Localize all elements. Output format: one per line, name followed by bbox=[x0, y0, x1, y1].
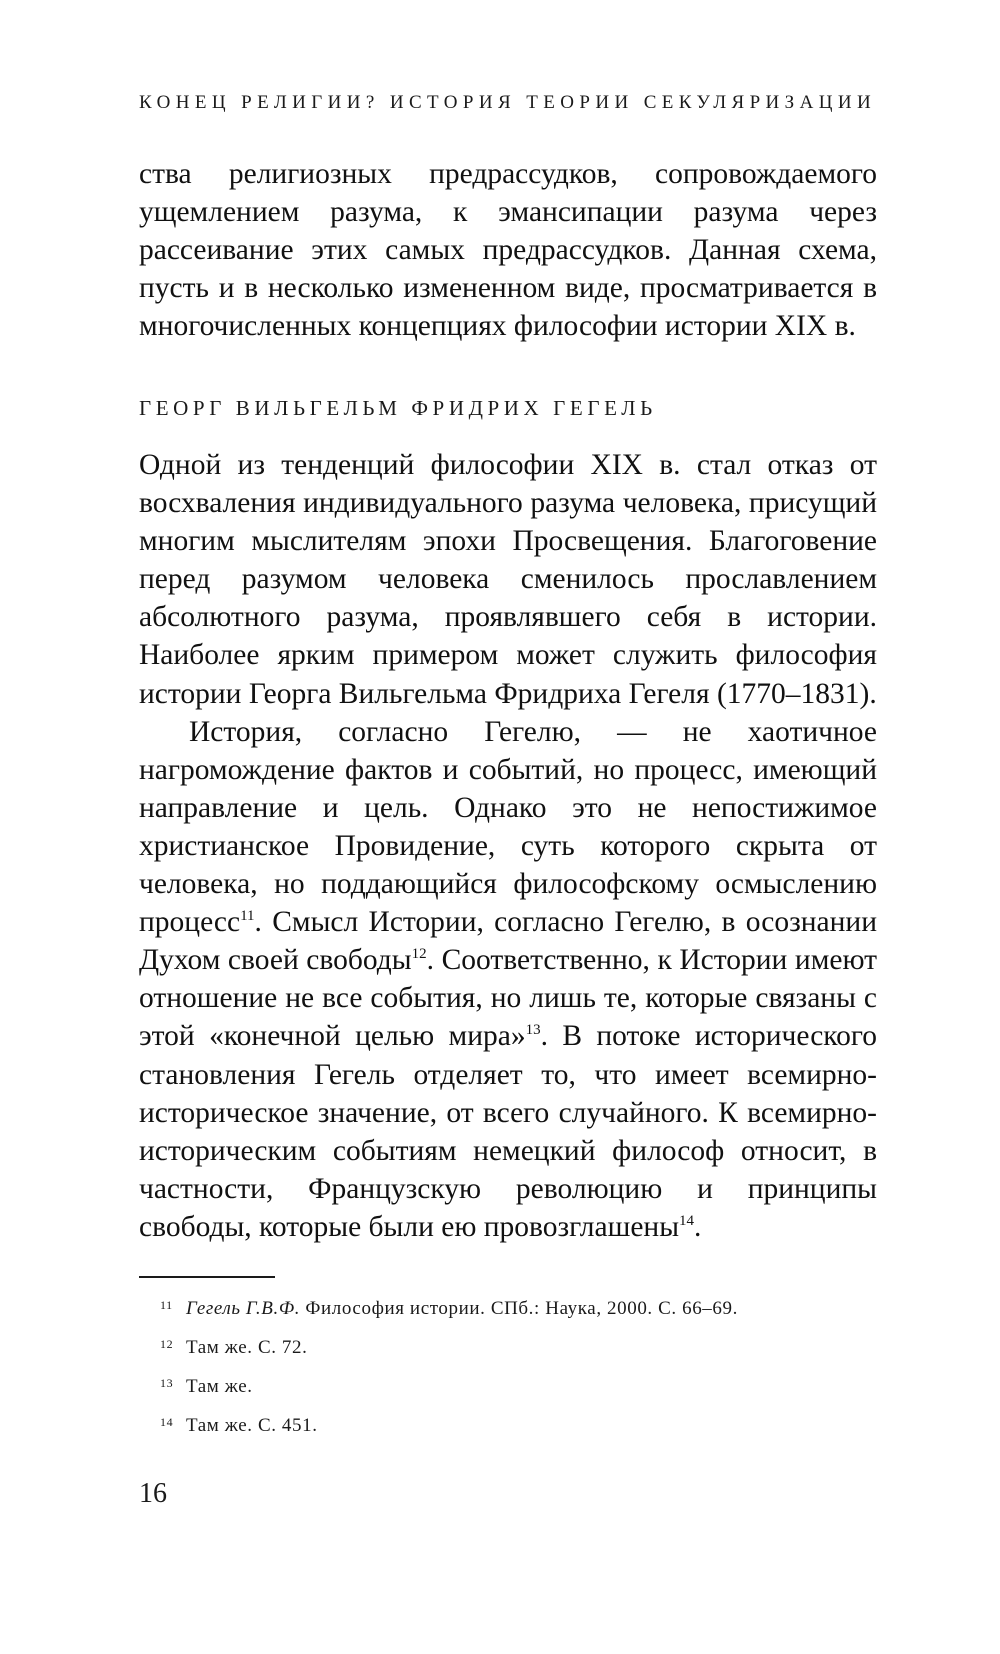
footnote-number: 12 bbox=[160, 1337, 174, 1351]
paragraph-2-part-3: . Соответственно, к Истории имеют отношение не все события, но лишь те, которые связаны с этой «конечной целью мира» bbox=[139, 944, 877, 1053]
footnote-number: 14 bbox=[160, 1415, 174, 1429]
footnote-text: Там же. С. 451. bbox=[186, 1415, 318, 1436]
footnote-number: 13 bbox=[160, 1376, 174, 1390]
footnote-12 bbox=[160, 1337, 880, 1376]
footnote-ref-14: 14 bbox=[679, 1212, 695, 1229]
footnote-ref-12: 12 bbox=[411, 946, 427, 963]
paragraph-2-part-4: . В потоке исторического становления Гегель отделяет то, что имеет всемирно-историческое значение, от всего случайного. К всемирно-историческим событиям немецкий философ относит, в частности, Французскую революцию и принципы свободы, которые были ею провозглашены bbox=[139, 1020, 877, 1243]
paragraph-1: Одной из тенденций философии XIX в. стал отказ от восхваления индивидуального разума человека, присущий многим мыслителям эпохи Просвещения. Благоговение перед разумом человека сменилось прославлением абсолютного разума, проявлявшего себя в истории. Наиболее ярким примером может служить философия истории Георга Вильгельма Фридриха Гегеля (1770–1831). bbox=[139, 449, 877, 710]
footnote-text: Там же. bbox=[186, 1376, 253, 1397]
footnote-author: Гегель Г.В.Ф. bbox=[186, 1298, 301, 1319]
footnote-ref-13: 13 bbox=[525, 1022, 541, 1039]
page-number: 16 bbox=[139, 1478, 167, 1509]
footnote-number: 11 bbox=[160, 1298, 173, 1312]
paragraph-2-part-5: . bbox=[694, 1210, 702, 1243]
section-heading: ГЕОРГ ВИЛЬГЕЛЬМ ФРИДРИХ ГЕГЕЛЬ bbox=[139, 396, 657, 420]
footnote-divider bbox=[139, 1276, 275, 1278]
paragraph-2-part-2: . Смысл Истории, согласно Гегелю, в осознании Духом своей свободы bbox=[139, 906, 877, 977]
footnote-text: Там же. С. 72. bbox=[186, 1337, 308, 1358]
footnote-ref-11: 11 bbox=[240, 908, 255, 925]
footnotes bbox=[160, 1298, 880, 1454]
footnote-13 bbox=[160, 1376, 880, 1415]
paragraph-2-part-1: История, согласно Гегелю, — не хаотичное нагромождение фактов и событий, но процесс, имеющий направление и цель. Однако это не непостижимое христианское Провидение, суть которого скрыта от человека, но поддающийся философскому осмыслению процесс bbox=[139, 715, 877, 939]
paragraph-2 bbox=[139, 713, 877, 1246]
footnote-text: Философия истории. СПб.: Наука, 2000. С. 66–69. bbox=[300, 1298, 738, 1319]
section-text-block bbox=[139, 446, 877, 1246]
intro-text-block bbox=[139, 155, 877, 345]
running-head: КОНЕЦ РЕЛИГИИ? ИСТОРИЯ ТЕОРИИ СЕКУЛЯРИЗАЦИИ bbox=[139, 92, 877, 113]
footnote-14 bbox=[160, 1415, 880, 1454]
intro-paragraph: ства религиозных предрассудков, сопровождаемого ущемлением разума, к эмансипации разума через рассеивание этих самых предрассудков. Данная схема, пусть и в несколько измененном виде, просматривается в многочисленных концепциях философии истории XIX в. bbox=[139, 158, 877, 343]
footnote-11 bbox=[160, 1298, 880, 1337]
